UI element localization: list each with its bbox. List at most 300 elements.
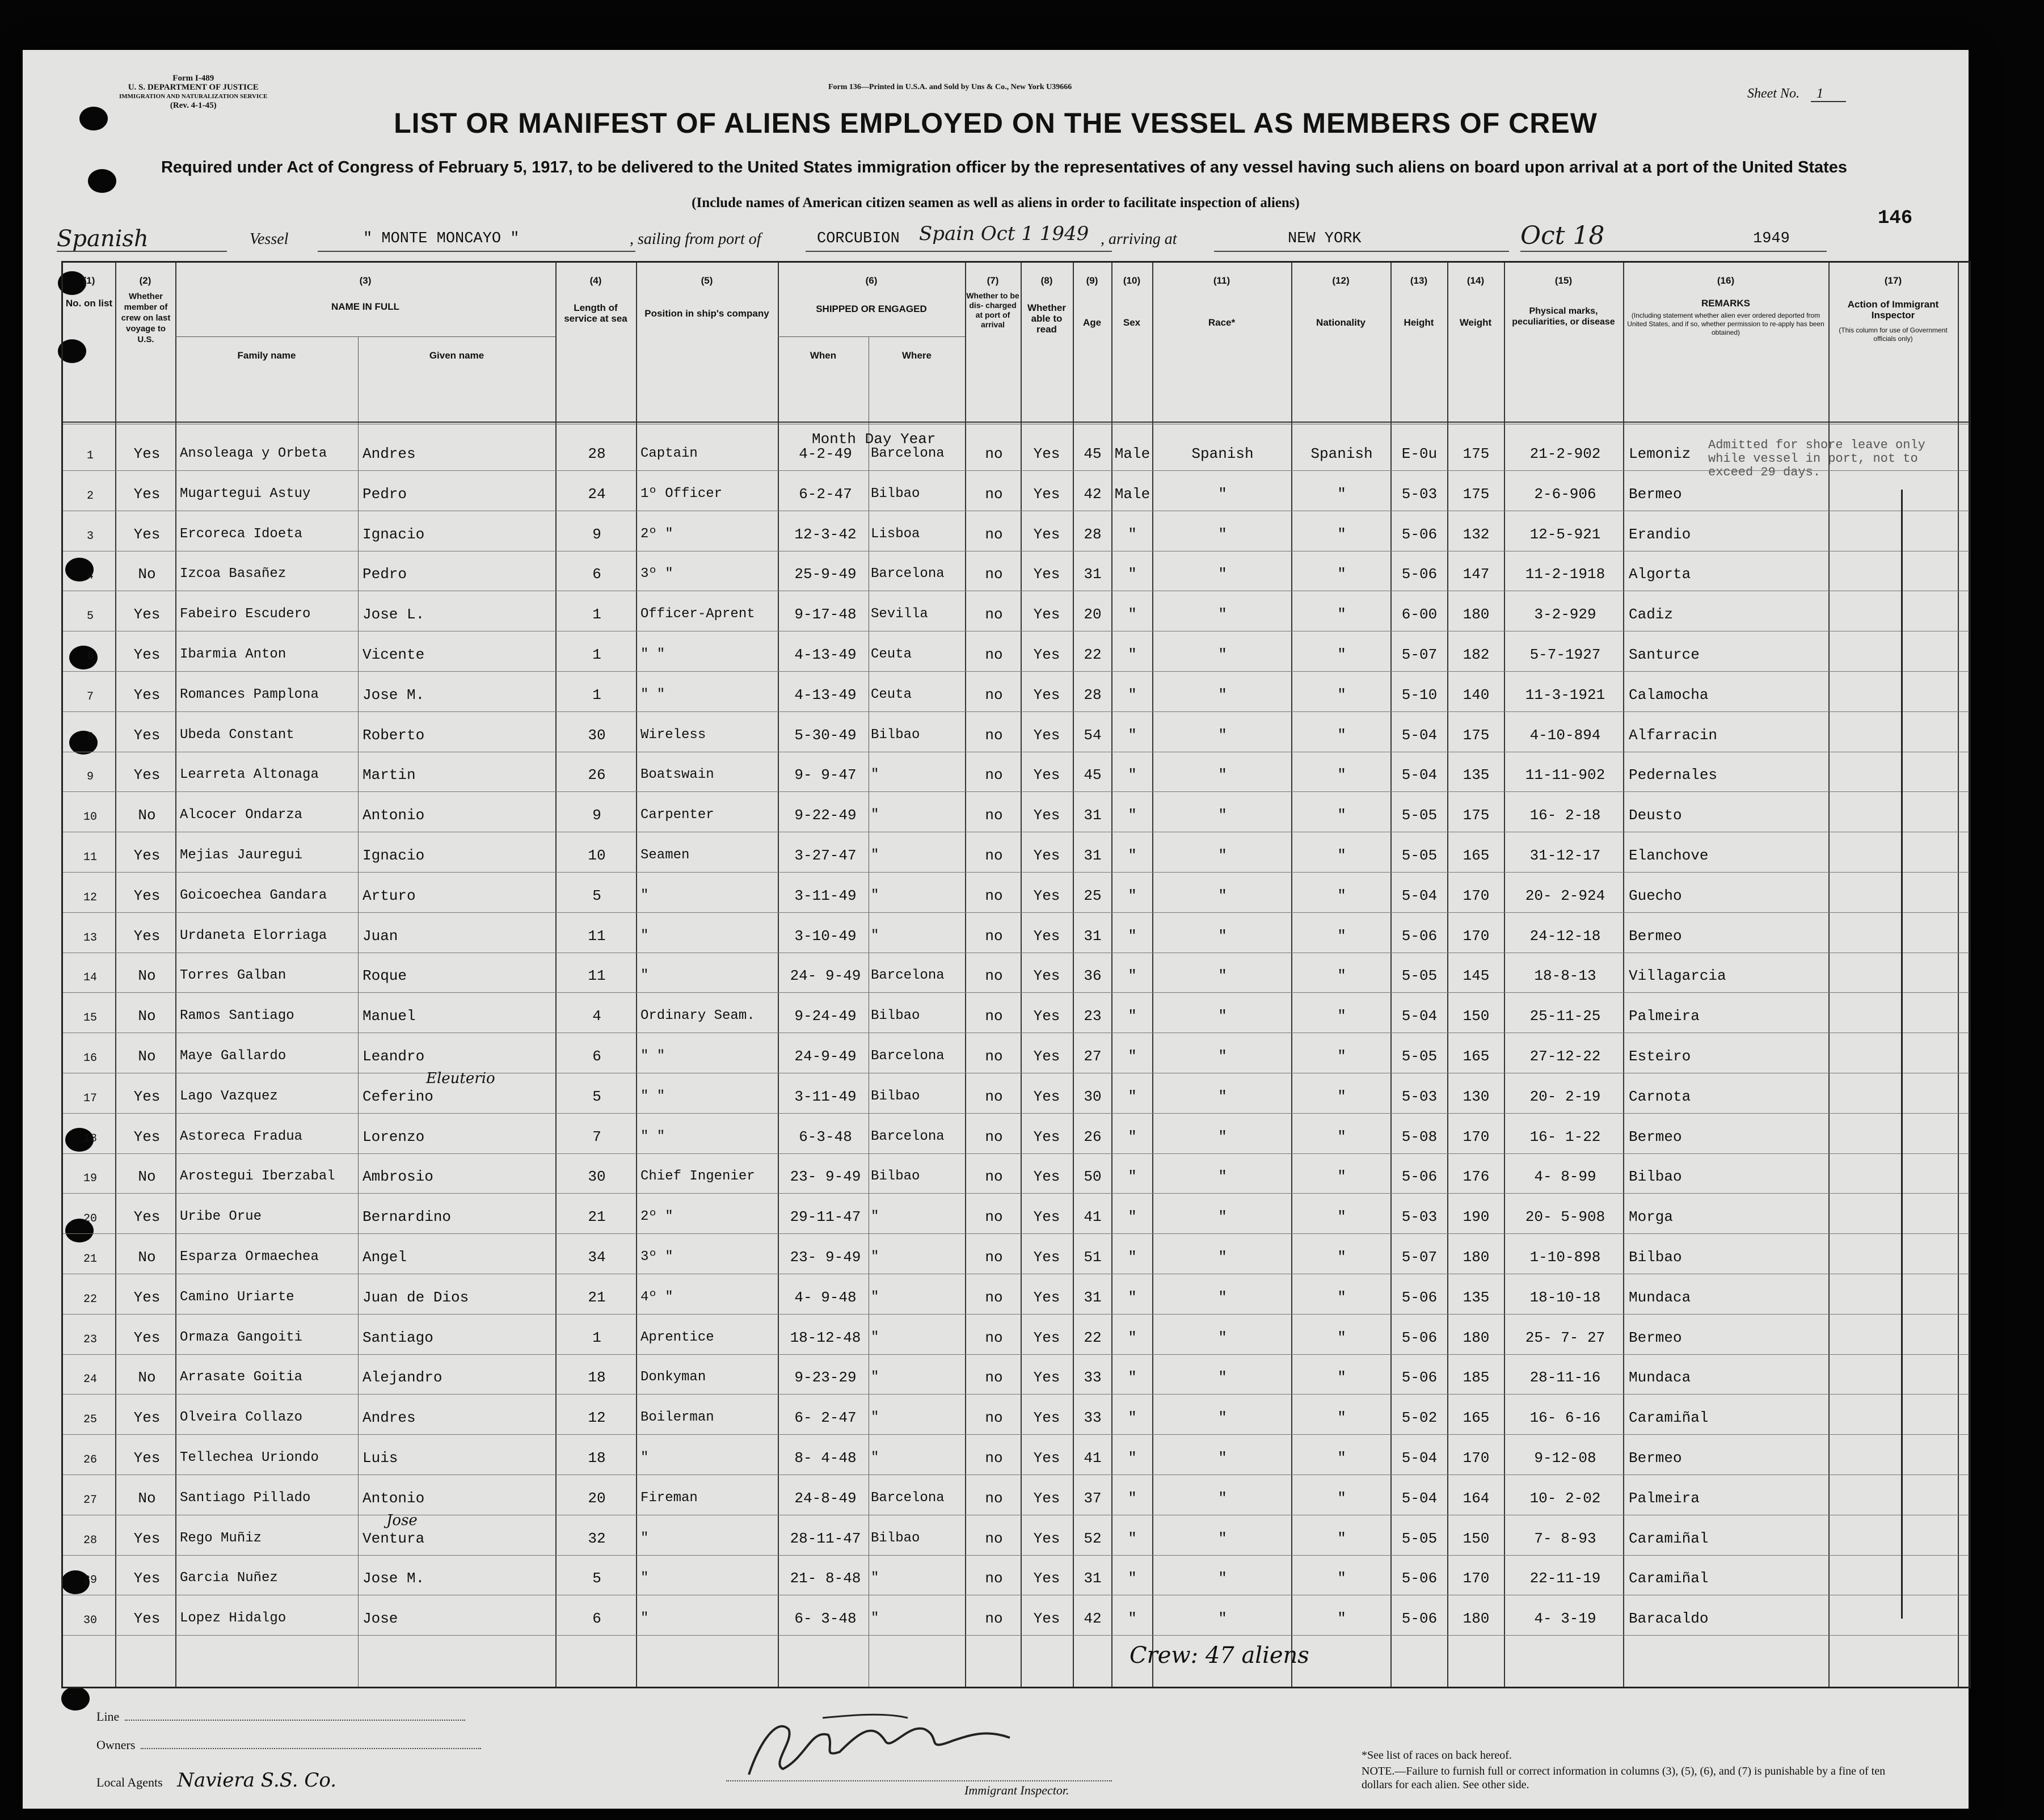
col-action: Action of Immigrant Inspector <box>1847 299 1939 321</box>
cell-height: 5-05 <box>1401 807 1438 824</box>
col-shipped: SHIPPED OR ENGAGED <box>816 304 927 314</box>
cell-weight: 180 <box>1463 606 1490 623</box>
cell-row-number: 2 <box>86 489 94 503</box>
cell-able-to-read: Yes <box>1033 726 1060 744</box>
cell-physical-marks: 7- 8-93 <box>1534 1530 1596 1547</box>
cell-family-name: Ubeda Constant <box>180 727 294 743</box>
cell-physical-marks: 24-12-18 <box>1529 927 1601 945</box>
cell-family-name: Arrasate Goitia <box>180 1370 303 1385</box>
cell-sex: " <box>1128 1489 1137 1507</box>
col-height: Height <box>1404 317 1434 328</box>
cell-physical-marks: 5-7-1927 <box>1529 646 1601 663</box>
cell-row-number: 27 <box>83 1493 97 1507</box>
cell-given-name: Santiago <box>363 1329 433 1346</box>
cell-given-name: Jose M. <box>363 686 425 703</box>
cell-row-number: 8 <box>86 730 94 744</box>
cell-family-name: Ercoreca Idoeta <box>180 526 303 542</box>
cell-given-name: Martin <box>363 766 416 784</box>
cell-crew-last-voyage: No <box>138 967 156 985</box>
cell-remarks: Bermeo <box>1629 1329 1682 1346</box>
vessel-name: " MONTE MONCAYO " <box>363 230 520 247</box>
cell-family-name: Olveira Collazo <box>180 1410 303 1426</box>
cell-sex: " <box>1128 1008 1137 1025</box>
cell-shipped-where: " <box>871 807 879 823</box>
cell-given-name: Pedro <box>363 566 407 583</box>
cell-weight: 170 <box>1463 887 1490 904</box>
cell-height: 5-06 <box>1401 1570 1438 1587</box>
cell-sex: " <box>1128 1208 1137 1226</box>
cell-position: Carpenter <box>640 807 714 823</box>
cell-height: 5-04 <box>1401 887 1438 904</box>
cell-race: " <box>1218 1489 1227 1507</box>
cell-sex: " <box>1128 1088 1137 1105</box>
cell-able-to-read: Yes <box>1033 927 1060 945</box>
cell-position: Boilerman <box>640 1410 714 1426</box>
cell-remarks: Deusto <box>1629 807 1682 824</box>
port-to: NEW YORK <box>1288 230 1362 247</box>
cell-position: Aprentice <box>640 1329 714 1345</box>
cell-physical-marks: 31-12-17 <box>1529 847 1601 864</box>
col-remarks-note: (Including statement whether alien ever ordered deported from United States, and if so, whether permission to re-apply has been obtained) <box>1627 311 1824 336</box>
cell-height: 5-05 <box>1401 1530 1438 1547</box>
cell-weight: 150 <box>1463 1008 1490 1025</box>
handwritten-given-name: Jose <box>386 1511 418 1529</box>
cell-age: 28 <box>1084 525 1102 543</box>
cell-position: " <box>640 1450 649 1465</box>
cell-able-to-read: Yes <box>1033 766 1060 784</box>
cell-position: " " <box>640 647 665 662</box>
cell-position: Wireless <box>640 727 706 743</box>
cell-sex: " <box>1128 967 1137 985</box>
cell-shipped-when: 29-11-47 <box>790 1208 861 1226</box>
row-divider <box>63 1394 1969 1395</box>
cell-weight: 165 <box>1463 1409 1490 1427</box>
cell-row-number: 19 <box>83 1172 97 1186</box>
cell-family-name: Tellechea Uriondo <box>180 1450 319 1465</box>
row-divider <box>63 1635 1969 1636</box>
cell-remarks: Bermeo <box>1629 485 1682 503</box>
cell-discharged: no <box>985 1369 1003 1387</box>
cell-family-name: Lopez Hidalgo <box>180 1611 286 1627</box>
admitted-note: Admitted for shore leave only while vessel in port, not to exceed 29 days. <box>1708 438 1925 479</box>
cell-family-name: Torres Galban <box>180 968 286 984</box>
cell-nationality: " <box>1337 1048 1346 1065</box>
col-able-read: Whether able to read <box>1027 302 1066 335</box>
cell-service-length: 4 <box>592 1008 601 1025</box>
cell-discharged: no <box>985 847 1003 864</box>
cell-row-number: 18 <box>83 1132 97 1145</box>
cell-family-name: Arostegui Iberzabal <box>180 1169 335 1185</box>
cell-row-number: 22 <box>83 1292 97 1306</box>
cell-crew-last-voyage: No <box>138 1489 156 1507</box>
cell-shipped-when: 4-13-49 <box>794 646 857 663</box>
cell-able-to-read: Yes <box>1033 1570 1060 1587</box>
cell-weight: 182 <box>1463 646 1490 663</box>
cell-given-name: Vicente <box>363 646 425 663</box>
cell-shipped-when: 9-17-48 <box>794 606 857 623</box>
cell-weight: 150 <box>1463 1530 1490 1547</box>
cell-discharged: no <box>985 1409 1003 1427</box>
cell-service-length: 5 <box>592 1570 601 1587</box>
cell-age: 30 <box>1084 1088 1102 1105</box>
cell-discharged: no <box>985 566 1003 583</box>
owners-label: Owners <box>96 1738 136 1752</box>
cell-service-length: 20 <box>588 1489 606 1507</box>
cell-height: 5-02 <box>1401 1409 1438 1427</box>
cell-family-name: Rego Muñiz <box>180 1530 262 1546</box>
cell-physical-marks: 2-6-906 <box>1534 485 1596 503</box>
cell-shipped-where: Sevilla <box>871 606 928 622</box>
cell-shipped-where: " <box>871 1329 879 1345</box>
cell-shipped-where: " <box>871 1249 879 1265</box>
cell-physical-marks: 16- 2-18 <box>1529 807 1601 824</box>
cell-remarks: Carnota <box>1629 1088 1691 1105</box>
cell-nationality: " <box>1337 1610 1346 1628</box>
page-subtitle: Required under Act of Congress of February 5, 1917, to be delivered to the United States immigration officer by the representatives of any vessel having such aliens on board upon arrival at a port of the United States <box>161 158 1848 176</box>
cell-physical-marks: 4- 3-19 <box>1534 1610 1596 1628</box>
cell-weight: 135 <box>1463 766 1490 784</box>
cell-remarks: Mundaca <box>1629 1369 1691 1387</box>
cell-physical-marks: 16- 1-22 <box>1529 1128 1601 1145</box>
cell-row-number: 11 <box>83 851 97 864</box>
cell-shipped-when: 3-27-47 <box>794 847 857 864</box>
cell-row-number: 17 <box>83 1092 97 1105</box>
row-divider <box>63 1354 1969 1355</box>
cell-able-to-read: Yes <box>1033 847 1060 864</box>
row-divider <box>63 1314 1969 1315</box>
row-divider <box>63 872 1969 873</box>
cell-height: 5-07 <box>1401 646 1438 663</box>
cell-family-name: Astoreca Fradua <box>180 1128 303 1144</box>
cell-family-name: Mugartegui Astuy <box>180 486 311 502</box>
cell-family-name: Learreta Altonaga <box>180 767 319 783</box>
cell-sex: " <box>1128 1450 1137 1467</box>
cell-race: " <box>1218 766 1227 784</box>
cell-nationality: " <box>1337 1489 1346 1507</box>
bracket-line <box>1901 490 1903 1619</box>
cell-service-length: 1 <box>592 686 601 703</box>
cell-service-length: 1 <box>592 606 601 623</box>
cell-able-to-read: Yes <box>1033 1008 1060 1025</box>
cell-position: " <box>640 1530 649 1546</box>
line-label: Line <box>96 1709 120 1724</box>
cell-height: 5-04 <box>1401 726 1438 744</box>
cell-shipped-where: Barcelona <box>871 1128 945 1144</box>
cell-race: " <box>1218 1530 1227 1547</box>
cell-service-length: 5 <box>592 1088 601 1105</box>
cell-height: 5-03 <box>1401 1088 1438 1105</box>
cell-race: " <box>1218 1088 1227 1105</box>
sheet-label: Sheet No. <box>1747 86 1799 101</box>
cell-row-number: 29 <box>83 1574 97 1587</box>
cell-given-name: Luis <box>363 1450 398 1467</box>
cell-family-name: Alcocer Ondarza <box>180 807 303 823</box>
cell-discharged: no <box>985 1329 1003 1346</box>
cell-sex: " <box>1128 646 1137 663</box>
cell-able-to-read: Yes <box>1033 887 1060 904</box>
cell-physical-marks: 16- 6-16 <box>1529 1409 1601 1427</box>
cell-height: 5-04 <box>1401 1489 1438 1507</box>
cell-shipped-when: 23- 9-49 <box>790 1249 861 1266</box>
cell-shipped-when: 12-3-42 <box>794 525 857 543</box>
col-num: (5) <box>701 275 713 286</box>
cell-shipped-where: Barcelona <box>871 1048 945 1064</box>
cell-crew-last-voyage: No <box>138 1168 156 1186</box>
cell-remarks: Cadiz <box>1629 606 1674 623</box>
cell-sex: " <box>1128 566 1137 583</box>
cell-shipped-when: 28-11-47 <box>790 1530 861 1547</box>
races-note: *See list of races on back hereof. <box>1362 1749 1512 1762</box>
cell-age: 31 <box>1084 807 1102 824</box>
cell-weight: 170 <box>1463 1570 1490 1587</box>
cell-able-to-read: Yes <box>1033 1208 1060 1226</box>
cell-age: 22 <box>1084 646 1102 663</box>
col-when: When <box>810 350 837 361</box>
col-family-name: Family name <box>237 350 296 361</box>
handwritten-given-name: Eleuterio <box>426 1069 495 1087</box>
cell-weight: 140 <box>1463 686 1490 703</box>
cell-shipped-where: Bilbao <box>871 1008 920 1024</box>
page-subnote: (Include names of American citizen seamen as well as aliens in order to facilitate inspection of aliens) <box>692 195 1300 210</box>
cell-given-name: Manuel <box>363 1008 416 1025</box>
cell-age: 20 <box>1084 606 1102 623</box>
cell-physical-marks: 4- 8-99 <box>1534 1168 1596 1186</box>
cell-shipped-where: Barcelona <box>871 446 945 461</box>
cell-given-name: Andres <box>363 1409 416 1427</box>
cell-given-name: Bernardino <box>363 1208 452 1226</box>
cell-height: E-0u <box>1401 445 1438 462</box>
port-from: CORCUBION <box>817 230 900 247</box>
cell-given-name: Ignacio <box>363 525 425 543</box>
cell-service-length: 10 <box>588 847 606 864</box>
cell-physical-marks: 11-11-902 <box>1525 766 1605 784</box>
cell-nationality: " <box>1337 1249 1346 1266</box>
cell-discharged: no <box>985 445 1003 462</box>
cell-able-to-read: Yes <box>1033 1329 1060 1346</box>
cell-shipped-where: Barcelona <box>871 566 945 582</box>
cell-row-number: 28 <box>83 1533 97 1547</box>
cell-nationality: " <box>1337 485 1346 503</box>
cell-position: Officer-Aprent <box>640 606 755 622</box>
cell-crew-last-voyage: Yes <box>133 1570 161 1587</box>
cell-crew-last-voyage: Yes <box>133 847 161 864</box>
col-weight: Weight <box>1459 317 1492 328</box>
cell-shipped-when: 3-11-49 <box>794 887 857 904</box>
cell-position: 3º " <box>640 1249 673 1265</box>
footer-owners <box>96 1738 481 1752</box>
cell-nationality: " <box>1337 1450 1346 1467</box>
cell-sex: " <box>1128 1288 1137 1306</box>
cell-crew-last-voyage: Yes <box>133 1128 161 1145</box>
cell-family-name: Ibarmia Anton <box>180 647 286 662</box>
row-divider <box>63 1193 1969 1194</box>
cell-physical-marks: 27-12-22 <box>1529 1048 1601 1065</box>
cell-given-name: Roque <box>363 967 407 985</box>
cell-remarks: Esteiro <box>1629 1048 1691 1065</box>
cell-able-to-read: Yes <box>1033 606 1060 623</box>
col-position: Position in ship's company <box>644 308 769 319</box>
cell-nationality: " <box>1337 887 1346 904</box>
col-num: (14) <box>1466 275 1485 286</box>
col-num: (9) <box>1086 275 1098 286</box>
cell-shipped-when: 6- 3-48 <box>794 1610 857 1628</box>
cell-crew-last-voyage: No <box>138 1048 156 1065</box>
cell-family-name: Lago Vazquez <box>180 1088 278 1104</box>
cell-shipped-where: Ceuta <box>871 647 912 662</box>
cell-service-length: 30 <box>588 726 606 744</box>
cell-position: " <box>640 968 649 984</box>
cell-race: " <box>1218 1048 1227 1065</box>
cell-sex: Male <box>1114 445 1150 462</box>
col-discharged: Whether to be dis- charged at port of arrival <box>966 291 1019 329</box>
col-num: (17) <box>1884 275 1902 286</box>
cell-family-name: Maye Gallardo <box>180 1048 286 1064</box>
cell-age: 52 <box>1084 1530 1102 1547</box>
cell-race: " <box>1218 646 1227 663</box>
cell-physical-marks: 20- 5-908 <box>1525 1208 1605 1226</box>
sailing-label: , sailing from port of <box>630 230 761 248</box>
cell-crew-last-voyage: Yes <box>133 445 161 462</box>
cell-nationality: " <box>1337 847 1346 864</box>
cell-height: 5-06 <box>1401 1329 1438 1346</box>
cell-discharged: no <box>985 1450 1003 1467</box>
cell-age: 45 <box>1084 445 1102 462</box>
cell-row-number: 25 <box>83 1413 97 1427</box>
cell-discharged: no <box>985 606 1003 623</box>
form-number-block <box>119 74 268 110</box>
month-day-year-label: Month Day Year <box>812 431 936 448</box>
cell-weight: 176 <box>1463 1168 1490 1186</box>
cell-able-to-read: Yes <box>1033 566 1060 583</box>
cell-discharged: no <box>985 525 1003 543</box>
cell-shipped-when: 8- 4-48 <box>794 1450 857 1467</box>
col-sex: Sex <box>1123 317 1141 328</box>
cell-family-name: Ormaza Gangoiti <box>180 1329 303 1345</box>
cell-family-name: Mejias Jauregui <box>180 848 303 863</box>
cell-shipped-when: 21- 8-48 <box>790 1570 861 1587</box>
cell-discharged: no <box>985 1288 1003 1306</box>
cell-physical-marks: 10- 2-02 <box>1529 1489 1601 1507</box>
cell-height: 5-10 <box>1401 686 1438 703</box>
cell-able-to-read: Yes <box>1033 525 1060 543</box>
col-num: (8) <box>1040 275 1053 286</box>
cell-race: " <box>1218 1168 1227 1186</box>
cell-nationality: " <box>1337 927 1346 945</box>
crew-total-note: Crew: 47 aliens <box>1130 1642 1309 1669</box>
cell-height: 5-06 <box>1401 1168 1438 1186</box>
cell-discharged: no <box>985 1530 1003 1547</box>
cell-crew-last-voyage: Yes <box>133 1088 161 1105</box>
cell-height: 5-03 <box>1401 1208 1438 1226</box>
col-num: (6) <box>865 275 878 286</box>
cell-physical-marks: 11-2-1918 <box>1525 566 1605 583</box>
cell-able-to-read: Yes <box>1033 1530 1060 1547</box>
cell-race: " <box>1218 847 1227 864</box>
cell-physical-marks: 20- 2-924 <box>1525 887 1605 904</box>
cell-position: " <box>640 928 649 943</box>
sheet-value: 1 <box>1811 86 1846 102</box>
cell-sex: " <box>1128 807 1137 824</box>
cell-remarks: Lemoniz <box>1629 445 1691 462</box>
col-num: (13) <box>1410 275 1428 286</box>
cell-age: 28 <box>1084 686 1102 703</box>
col-num: (3) <box>359 275 372 286</box>
cell-shipped-when: 23- 9-49 <box>790 1168 861 1186</box>
cell-shipped-where: " <box>871 1289 879 1305</box>
cell-nationality: " <box>1337 1369 1346 1387</box>
cell-height: 6-00 <box>1401 606 1438 623</box>
cell-shipped-where: " <box>871 1410 879 1426</box>
col-name-in-full: NAME IN FULL <box>331 301 399 312</box>
cell-weight: 170 <box>1463 1450 1490 1467</box>
cell-family-name: Romances Pamplona <box>180 686 319 702</box>
cell-able-to-read: Yes <box>1033 1610 1060 1628</box>
cell-race: " <box>1218 525 1227 543</box>
cell-sex: Male <box>1114 485 1150 503</box>
cell-shipped-where: " <box>871 1370 879 1385</box>
cell-remarks: Caramiñal <box>1629 1530 1709 1547</box>
cell-shipped-when: 24-8-49 <box>794 1489 857 1507</box>
cell-physical-marks: 25- 7- 27 <box>1525 1329 1605 1346</box>
cell-shipped-when: 5-30-49 <box>794 726 857 744</box>
cell-height: 5-06 <box>1401 525 1438 543</box>
cell-sex: " <box>1128 1048 1137 1065</box>
cell-physical-marks: 25-11-25 <box>1529 1008 1601 1025</box>
cell-age: 41 <box>1084 1208 1102 1226</box>
cell-nationality: " <box>1337 686 1346 703</box>
cell-sex: " <box>1128 887 1137 904</box>
cell-remarks: Santurce <box>1629 646 1700 663</box>
row-divider <box>63 711 1969 712</box>
cell-discharged: no <box>985 1168 1003 1186</box>
cell-race: " <box>1218 1409 1227 1427</box>
col-num: (7) <box>987 275 999 286</box>
cell-service-length: 18 <box>588 1450 606 1467</box>
cell-crew-last-voyage: Yes <box>133 606 161 623</box>
cell-physical-marks: 1-10-898 <box>1529 1249 1601 1266</box>
cell-shipped-where: " <box>871 1611 879 1627</box>
cell-given-name: Arturo <box>363 887 416 904</box>
cell-family-name: Ramos Santiago <box>180 1008 294 1024</box>
cell-height: 5-06 <box>1401 1369 1438 1387</box>
col-physical: Physical marks, peculiarities, or disease <box>1512 306 1615 327</box>
cell-weight: 185 <box>1463 1369 1490 1387</box>
sheet-number <box>1747 86 1846 102</box>
col-nationality: Nationality <box>1316 317 1366 328</box>
cell-age: 25 <box>1084 887 1102 904</box>
cell-crew-last-voyage: Yes <box>133 927 161 945</box>
cell-row-number: 15 <box>83 1012 97 1025</box>
cell-age: 31 <box>1084 566 1102 583</box>
cell-crew-last-voyage: Yes <box>133 1409 161 1427</box>
cell-given-name: Angel <box>363 1249 407 1266</box>
cell-position: 1º Officer <box>640 486 723 502</box>
cell-physical-marks: 12-5-921 <box>1529 525 1601 543</box>
cell-height: 5-06 <box>1401 927 1438 945</box>
cell-service-length: 30 <box>588 1168 606 1186</box>
cell-position: 2º " <box>640 1209 673 1225</box>
cell-shipped-when: 3-10-49 <box>794 927 857 945</box>
fine-note: NOTE.—Failure to furnish full or correct information in columns (3), (5), (6), and (7) is punishable by a fine of ten dollars for each alien. See other side. <box>1362 1765 1886 1791</box>
cell-able-to-read: Yes <box>1033 1168 1060 1186</box>
cell-crew-last-voyage: No <box>138 566 156 583</box>
cell-shipped-when: 6-2-47 <box>799 485 852 503</box>
row-divider <box>63 671 1969 672</box>
cell-family-name: Goicoechea Gandara <box>180 887 327 903</box>
cell-age: 42 <box>1084 1610 1102 1628</box>
cell-weight: 164 <box>1463 1489 1490 1507</box>
cell-shipped-where: " <box>871 928 879 943</box>
